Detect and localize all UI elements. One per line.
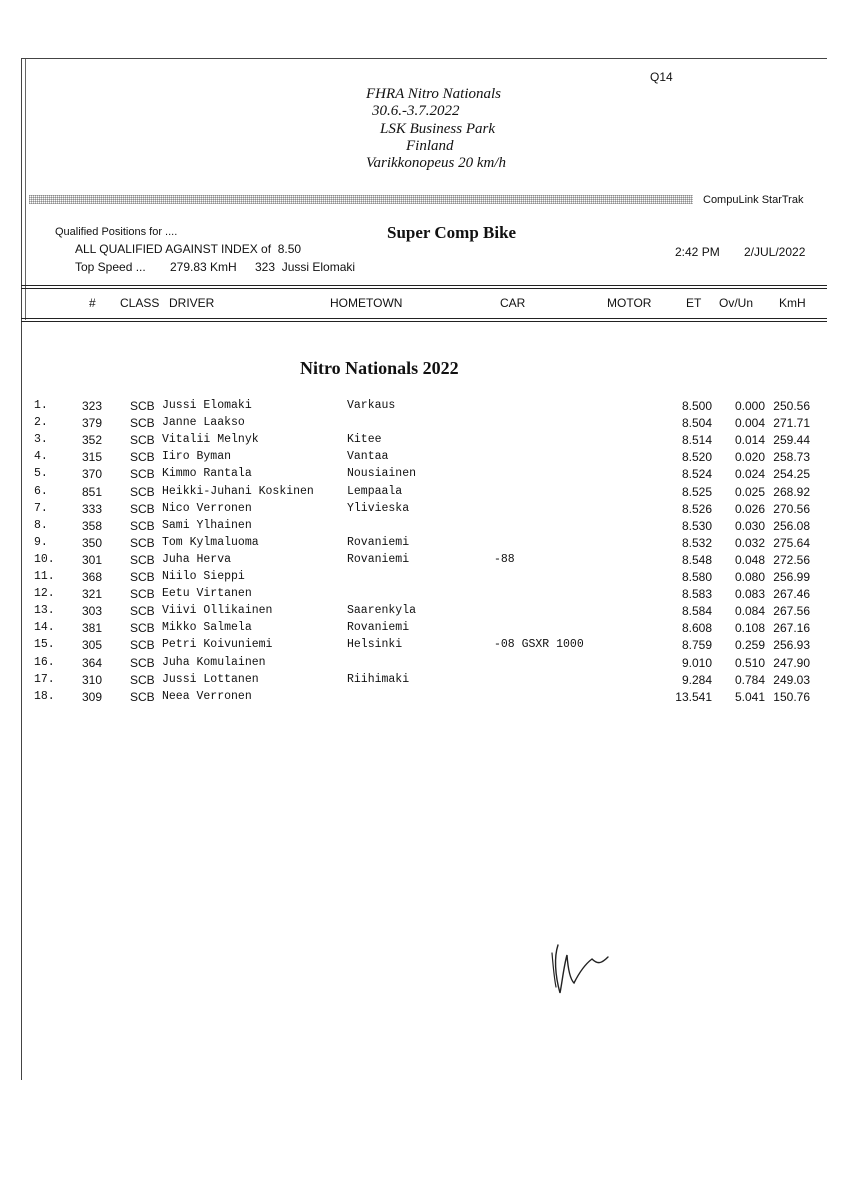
column-header-motor: MOTOR [607, 296, 652, 310]
row-kmh: 250.56 [773, 399, 810, 413]
row-hometown: Helsinki [347, 638, 403, 652]
row-hometown: Varkaus [347, 399, 396, 412]
row-position: 6. [34, 484, 48, 498]
table-row [0, 433, 848, 450]
row-kmh: 268.92 [773, 484, 810, 499]
row-kmh: 256.99 [773, 570, 810, 584]
row-number: 379 [82, 416, 103, 431]
row-position: 4. [34, 450, 48, 464]
row-driver: Heikki-Juhani Koskinen [162, 484, 314, 498]
row-number: 315 [82, 450, 103, 465]
frame-left-line-inner [25, 58, 26, 320]
table-row [0, 450, 848, 467]
signature [540, 935, 620, 1005]
table-row [0, 673, 848, 690]
table-row [0, 621, 848, 638]
row-class: SCB [130, 621, 155, 636]
header-rule-bottom-2 [21, 321, 827, 322]
row-kmh: 271.71 [773, 416, 810, 431]
event-venue: LSK Business Park [380, 121, 496, 137]
row-class: SCB [130, 672, 155, 687]
row-kmh: 256.08 [773, 518, 810, 533]
row-position: 5. [34, 467, 48, 481]
row-et: 8.500 [681, 399, 712, 413]
row-ovun: 0.026 [734, 501, 765, 516]
table-row [0, 604, 848, 621]
row-driver: Tom Kylmaluoma [162, 535, 259, 549]
table-row [0, 690, 848, 707]
event-pit-speed: Varikkonopeus 20 km/h [366, 155, 506, 171]
row-number: 333 [82, 501, 103, 516]
column-header-class: CLASS [120, 296, 160, 310]
row-ovun: 0.510 [734, 655, 765, 670]
row-et: 8.520 [681, 450, 712, 465]
row-position: 8. [34, 518, 48, 532]
row-hometown: Rovaniemi [347, 621, 410, 635]
row-ovun: 0.048 [734, 552, 765, 567]
event-country: Finland [406, 138, 454, 154]
table-row [0, 656, 848, 673]
row-class: SCB [130, 570, 155, 584]
column-header-kmh: KmH [779, 296, 806, 310]
row-driver: Nico Verronen [162, 501, 252, 515]
row-kmh: 270.56 [773, 501, 810, 516]
row-class: SCB [130, 416, 155, 431]
row-kmh: 267.46 [773, 587, 810, 602]
row-hometown: Saarenkyla [347, 604, 417, 618]
row-driver: Mikko Salmela [162, 621, 252, 635]
row-class: SCB [130, 467, 155, 482]
row-number: 305 [82, 638, 103, 653]
row-driver: Juha Komulainen [162, 655, 266, 669]
row-position: 1. [34, 399, 48, 412]
row-ovun: 0.024 [734, 467, 765, 482]
row-ovun: 0.030 [734, 518, 765, 533]
row-driver: Neea Verronen [162, 689, 252, 703]
row-et: 8.526 [681, 501, 712, 516]
report-time: 2:42 PM [675, 245, 720, 259]
row-position: 3. [34, 433, 48, 447]
row-number: 323 [82, 399, 103, 413]
row-driver: Viivi Ollikainen [162, 604, 273, 618]
row-ovun: 0.020 [734, 450, 765, 465]
row-ovun: 0.080 [734, 570, 765, 584]
row-driver: Janne Laakso [162, 416, 245, 430]
row-kmh: 247.90 [773, 655, 810, 670]
row-number: 310 [82, 672, 103, 687]
row-hometown: Ylivieska [347, 501, 410, 515]
row-class: SCB [130, 433, 155, 448]
row-class: SCB [130, 450, 155, 465]
class-title: Super Comp Bike [387, 223, 517, 242]
row-position: 16. [34, 655, 55, 669]
row-position: 14. [34, 621, 55, 635]
software-label: CompuLink StarTrak [703, 194, 804, 206]
row-et: 9.010 [681, 655, 712, 670]
row-kmh: 267.56 [773, 604, 810, 619]
row-hometown: Nousiainen [347, 467, 417, 481]
row-driver: Vitalii Melnyk [162, 433, 259, 447]
header-rule-bottom [21, 318, 827, 319]
row-ovun: 0.259 [734, 638, 765, 653]
row-et: 8.532 [681, 535, 712, 550]
column-header-hometown: HOMETOWN [330, 296, 403, 310]
index-line: ALL QUALIFIED AGAINST INDEX of 8.50 [75, 242, 302, 256]
row-number: 301 [82, 552, 103, 567]
row-car: -08 GSXR 1000 [494, 638, 584, 652]
table-row [0, 467, 848, 484]
row-number: 350 [82, 535, 103, 550]
row-driver: Juha Herva [162, 552, 232, 566]
row-class: SCB [130, 587, 155, 602]
frame-top-line [21, 58, 827, 59]
row-driver: Niilo Sieppi [162, 570, 245, 583]
column-header-et: ET [686, 296, 702, 310]
table-row [0, 587, 848, 604]
row-class: SCB [130, 501, 155, 516]
row-driver: Sami Ylhainen [162, 518, 252, 532]
row-position: 18. [34, 689, 55, 703]
row-et: 8.584 [681, 604, 712, 619]
event-name: FHRA Nitro Nationals [366, 86, 502, 102]
page-code: Q14 [650, 70, 673, 84]
row-kmh: 256.93 [773, 638, 810, 653]
top-speed-value: 279.83 KmH [170, 260, 237, 274]
row-ovun: 0.084 [734, 604, 765, 619]
row-et: 8.580 [681, 570, 712, 584]
row-et: 13.541 [675, 689, 712, 704]
row-number: 358 [82, 518, 103, 533]
table-row [0, 416, 848, 433]
row-car: -88 [494, 552, 515, 566]
row-ovun: 5.041 [734, 689, 765, 704]
row-ovun: 0.014 [734, 433, 765, 448]
row-number: 321 [82, 587, 103, 602]
row-class: SCB [130, 399, 155, 413]
row-position: 7. [34, 501, 48, 515]
column-header-number: # [89, 296, 96, 310]
row-driver: Kimmo Rantala [162, 467, 252, 481]
row-driver: Eetu Virtanen [162, 587, 252, 601]
row-number: 368 [82, 570, 103, 584]
row-driver: Jussi Lottanen [162, 672, 259, 686]
event-dates: 30.6.-3.7.2022 [372, 103, 460, 119]
column-header-ovun: Ov/Un [719, 296, 754, 310]
table-row [0, 519, 848, 536]
row-et: 8.514 [681, 433, 712, 448]
row-class: SCB [130, 604, 155, 619]
row-et: 8.504 [681, 416, 712, 431]
row-et: 8.583 [681, 587, 712, 602]
row-hometown: Lempaala [347, 484, 403, 498]
row-ovun: 0.025 [734, 484, 765, 499]
row-kmh: 150.76 [773, 689, 810, 704]
row-ovun: 0.784 [734, 672, 765, 687]
table-row [0, 638, 848, 655]
row-ovun: 0.000 [734, 399, 765, 413]
row-hometown: Rovaniemi [347, 552, 410, 566]
table-row [0, 570, 848, 587]
row-number: 352 [82, 433, 103, 448]
table-row [0, 536, 848, 553]
row-class: SCB [130, 552, 155, 567]
row-number: 370 [82, 467, 103, 482]
row-position: 10. [34, 552, 55, 566]
row-et: 8.525 [681, 484, 712, 499]
row-number: 303 [82, 604, 103, 619]
row-position: 13. [34, 604, 55, 618]
row-et: 8.524 [681, 467, 712, 482]
row-position: 9. [34, 535, 48, 549]
row-class: SCB [130, 518, 155, 533]
row-et: 8.759 [681, 638, 712, 653]
row-et: 8.548 [681, 552, 712, 567]
row-hometown: Kitee [347, 433, 382, 447]
table-row [0, 399, 848, 416]
row-kmh: 259.44 [773, 433, 810, 448]
qualified-label: Qualified Positions for .... [55, 226, 178, 238]
row-class: SCB [130, 689, 155, 704]
header-rule-top-2 [21, 288, 827, 289]
row-kmh: 267.16 [773, 621, 810, 636]
row-number: 309 [82, 689, 103, 704]
row-class: SCB [130, 638, 155, 653]
top-speed-label: Top Speed ... [75, 260, 146, 274]
row-number: 381 [82, 621, 103, 636]
row-et: 8.530 [681, 518, 712, 533]
report-date: 2/JUL/2022 [744, 245, 806, 259]
row-ovun: 0.108 [734, 621, 765, 636]
row-position: 2. [34, 416, 48, 430]
row-number: 364 [82, 655, 103, 670]
header-band [29, 195, 693, 204]
table-row [0, 502, 848, 519]
column-header-car: CAR [500, 296, 526, 310]
top-speed-driver: 323 Jussi Elomaki [255, 260, 356, 274]
row-kmh: 254.25 [773, 467, 810, 482]
row-ovun: 0.083 [734, 587, 765, 602]
row-position: 15. [34, 638, 55, 652]
row-number: 851 [82, 484, 103, 499]
row-kmh: 275.64 [773, 535, 810, 550]
row-driver: Petri Koivuniemi [162, 638, 273, 652]
section-title: Nitro Nationals 2022 [300, 358, 459, 378]
row-et: 8.608 [681, 621, 712, 636]
row-class: SCB [130, 655, 155, 670]
row-kmh: 272.56 [773, 552, 810, 567]
table-row [0, 553, 848, 570]
row-position: 11. [34, 570, 55, 583]
row-ovun: 0.004 [734, 416, 765, 431]
row-hometown: Riihimaki [347, 672, 410, 686]
row-class: SCB [130, 535, 155, 550]
row-kmh: 249.03 [773, 672, 810, 687]
row-hometown: Vantaa [347, 450, 389, 464]
row-kmh: 258.73 [773, 450, 810, 465]
column-header-driver: DRIVER [169, 296, 215, 310]
row-position: 17. [34, 672, 55, 686]
header-rule-top [21, 285, 827, 286]
row-class: SCB [130, 484, 155, 499]
table-row [0, 485, 848, 502]
row-hometown: Rovaniemi [347, 535, 410, 549]
row-driver: Iiro Byman [162, 450, 232, 464]
row-ovun: 0.032 [734, 535, 765, 550]
row-et: 9.284 [681, 672, 712, 687]
row-driver: Jussi Elomaki [162, 399, 252, 412]
row-position: 12. [34, 587, 55, 601]
